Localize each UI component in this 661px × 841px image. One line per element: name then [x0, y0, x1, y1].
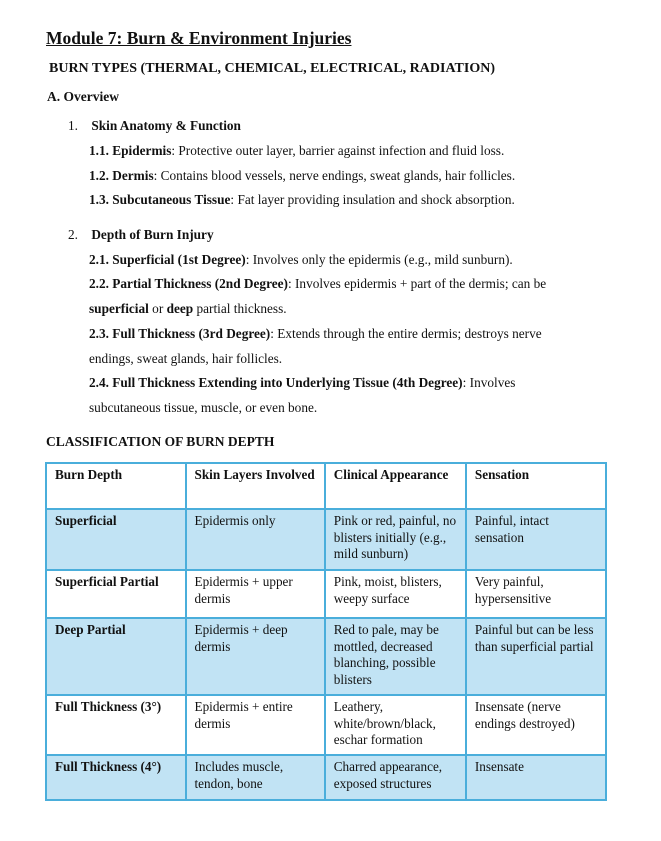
- item-number: 2.1.: [89, 252, 109, 267]
- table-row: [46, 755, 606, 800]
- item-emphasis: deep: [166, 300, 194, 316]
- list-item: [89, 248, 589, 273]
- table-row: [46, 509, 606, 570]
- item-text: : Involves: [462, 375, 516, 390]
- item-term: Full Thickness (3rd Degree): [112, 326, 271, 341]
- cell-clinical-appearance: Leathery, white/brown/black, eschar formation: [325, 695, 466, 755]
- section-label: Skin Anatomy & Function: [91, 118, 241, 133]
- cell-burn-depth: Full Thickness (3°): [46, 695, 186, 755]
- list-item: [89, 371, 589, 420]
- item-number: 1.1.: [89, 143, 109, 158]
- section-2-heading: [68, 227, 214, 243]
- list-item: [89, 272, 589, 321]
- cell-sensation: Very painful, hypersensitive: [466, 570, 606, 618]
- cell-burn-depth: Full Thickness (4°): [46, 755, 186, 800]
- item-text: : Extends through the entire dermis; destroys nerve: [270, 326, 542, 341]
- item-term: Subcutaneous Tissue: [112, 192, 231, 207]
- item-number: 2.2.: [89, 276, 109, 291]
- cell-clinical-appearance: Pink, moist, blisters, weepy surface: [325, 570, 466, 618]
- section-number: 2.: [68, 227, 78, 242]
- list-item: [89, 164, 589, 189]
- cell-clinical-appearance: Red to pale, may be mottled, decreased blanching, possible blisters: [325, 618, 466, 695]
- cell-skin-layers: Epidermis + entire dermis: [186, 695, 325, 755]
- cell-burn-depth: Superficial Partial: [46, 570, 186, 618]
- item-number: 2.4.: [89, 375, 109, 390]
- section-1-heading: [68, 118, 241, 134]
- header-skin-layers: Skin Layers Involved: [186, 463, 325, 509]
- cell-clinical-appearance: Pink or red, painful, no blisters initially (e.g., mild sunburn): [325, 509, 466, 570]
- item-number: 1.3.: [89, 192, 109, 207]
- table-heading: CLASSIFICATION OF BURN DEPTH: [46, 434, 275, 449]
- cell-burn-depth: Deep Partial: [46, 618, 186, 695]
- section-heading: BURN TYPES (THERMAL, CHEMICAL, ELECTRICAL, RADIATION): [49, 61, 495, 76]
- cell-burn-depth: Superficial: [46, 509, 186, 570]
- table-row: [46, 618, 606, 695]
- item-term: Epidermis: [112, 143, 172, 158]
- page-title: Module 7: Burn & Environment Injuries: [46, 28, 352, 48]
- item-text: : Fat layer providing insulation and shock absorption.: [230, 192, 515, 207]
- cell-sensation: Insensate: [466, 755, 606, 800]
- list-item: [89, 322, 589, 371]
- item-term: Partial Thickness (2nd Degree): [112, 276, 288, 291]
- table-row: [46, 695, 606, 755]
- cell-sensation: Insensate (nerve endings destroyed): [466, 695, 606, 755]
- item-term: Dermis: [112, 168, 154, 183]
- subsection-heading: A. Overview: [47, 89, 119, 104]
- cell-sensation: Painful but can be less than superficial partial: [466, 618, 606, 695]
- item-number: 2.3.: [89, 326, 109, 341]
- item-text: : Involves epidermis + part of the dermis; can be: [287, 276, 547, 291]
- item-text: : Contains blood vessels, nerve endings, sweat glands, hair follicles.: [153, 168, 516, 183]
- cell-skin-layers: Epidermis + upper dermis: [186, 570, 325, 618]
- section-label: Depth of Burn Injury: [91, 227, 214, 242]
- item-term: Full Thickness Extending into Underlying Tissue (4th Degree): [112, 375, 463, 390]
- item-emphasis: superficial: [89, 300, 149, 316]
- table-row: [46, 570, 606, 618]
- cell-clinical-appearance: Charred appearance, exposed structures: [325, 755, 466, 800]
- burn-depth-table: [45, 462, 607, 801]
- list-item: [89, 188, 589, 213]
- cell-skin-layers: Includes muscle, tendon, bone: [186, 755, 325, 800]
- item-number: 1.2.: [89, 168, 109, 183]
- header-sensation: Sensation: [466, 463, 606, 509]
- section-number: 1.: [68, 118, 78, 133]
- header-burn-depth: Burn Depth: [46, 463, 186, 509]
- item-text: subcutaneous tissue, muscle, or even bone.: [89, 399, 318, 415]
- list-item: [89, 139, 589, 164]
- item-text: : Involves only the epidermis (e.g., mild sunburn).: [245, 252, 513, 267]
- item-text: partial thickness.: [193, 300, 287, 316]
- item-text: endings, sweat glands, hair follicles.: [89, 350, 283, 366]
- item-text: : Protective outer layer, barrier against infection and fluid loss.: [171, 143, 505, 158]
- header-clinical-appearance: Clinical Appearance: [325, 463, 466, 509]
- cell-sensation: Painful, intact sensation: [466, 509, 606, 570]
- cell-skin-layers: Epidermis only: [186, 509, 325, 570]
- cell-skin-layers: Epidermis + deep dermis: [186, 618, 325, 695]
- table-header-row: [46, 463, 606, 509]
- item-term: Superficial (1st Degree): [112, 252, 246, 267]
- item-text: or: [148, 300, 167, 316]
